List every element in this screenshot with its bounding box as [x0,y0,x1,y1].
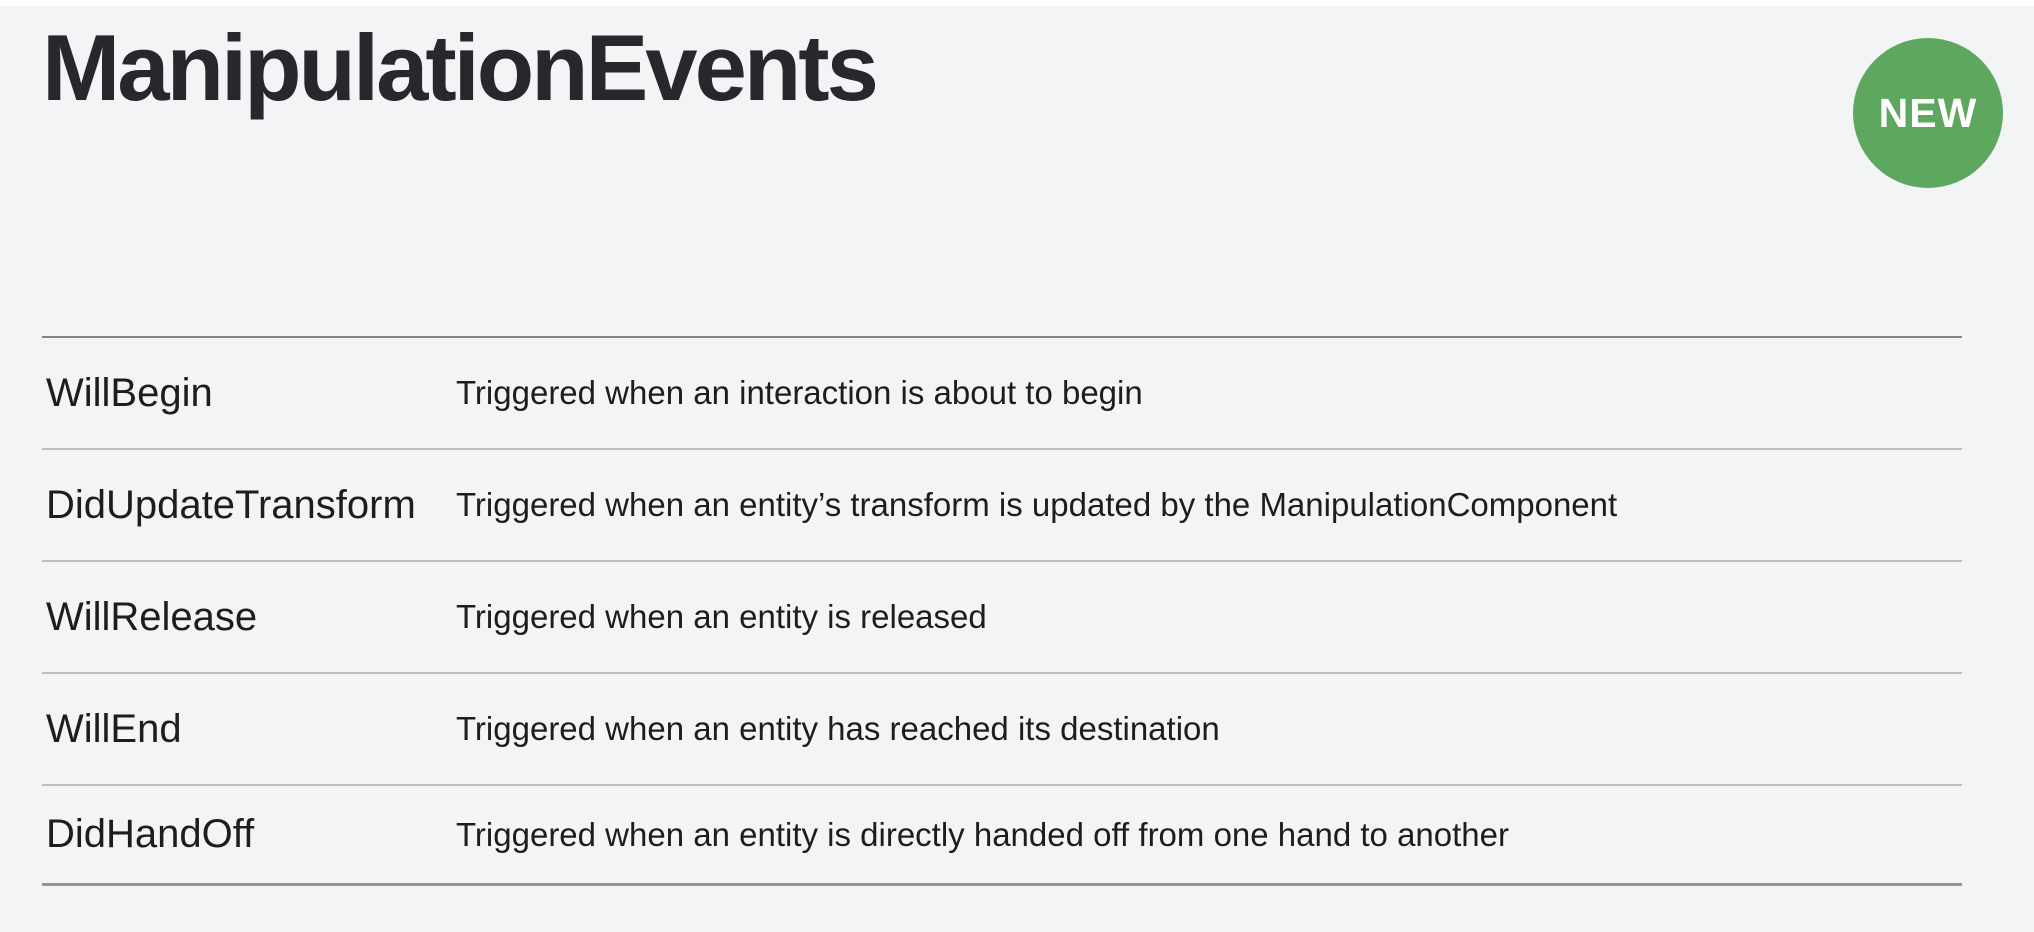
table-row [42,786,1962,886]
event-name: DidUpdateTransform [46,482,416,527]
table-row [42,338,1962,450]
table-row [42,450,1962,562]
new-badge [1853,38,2003,188]
event-name: WillBegin [46,370,213,415]
new-badge-label: NEW [1878,89,1978,136]
event-description: Triggered when an entity is released [456,598,987,635]
top-strip [0,0,2034,6]
page-title: ManipulationEvents [42,15,876,120]
table-row [42,562,1962,674]
table-row [42,674,1962,786]
event-description: Triggered when an interaction is about to begin [456,374,1143,411]
event-description: Triggered when an entity is directly handed off from one hand to another [456,815,1509,853]
event-name: WillEnd [46,706,182,751]
event-description: Triggered when an entity has reached its destination [456,710,1220,747]
event-name: DidHandOff [46,812,255,856]
event-description: Triggered when an entity’s transform is updated by the ManipulationComponent [456,486,1618,523]
event-name: WillRelease [46,594,258,639]
events-table [42,336,1962,886]
